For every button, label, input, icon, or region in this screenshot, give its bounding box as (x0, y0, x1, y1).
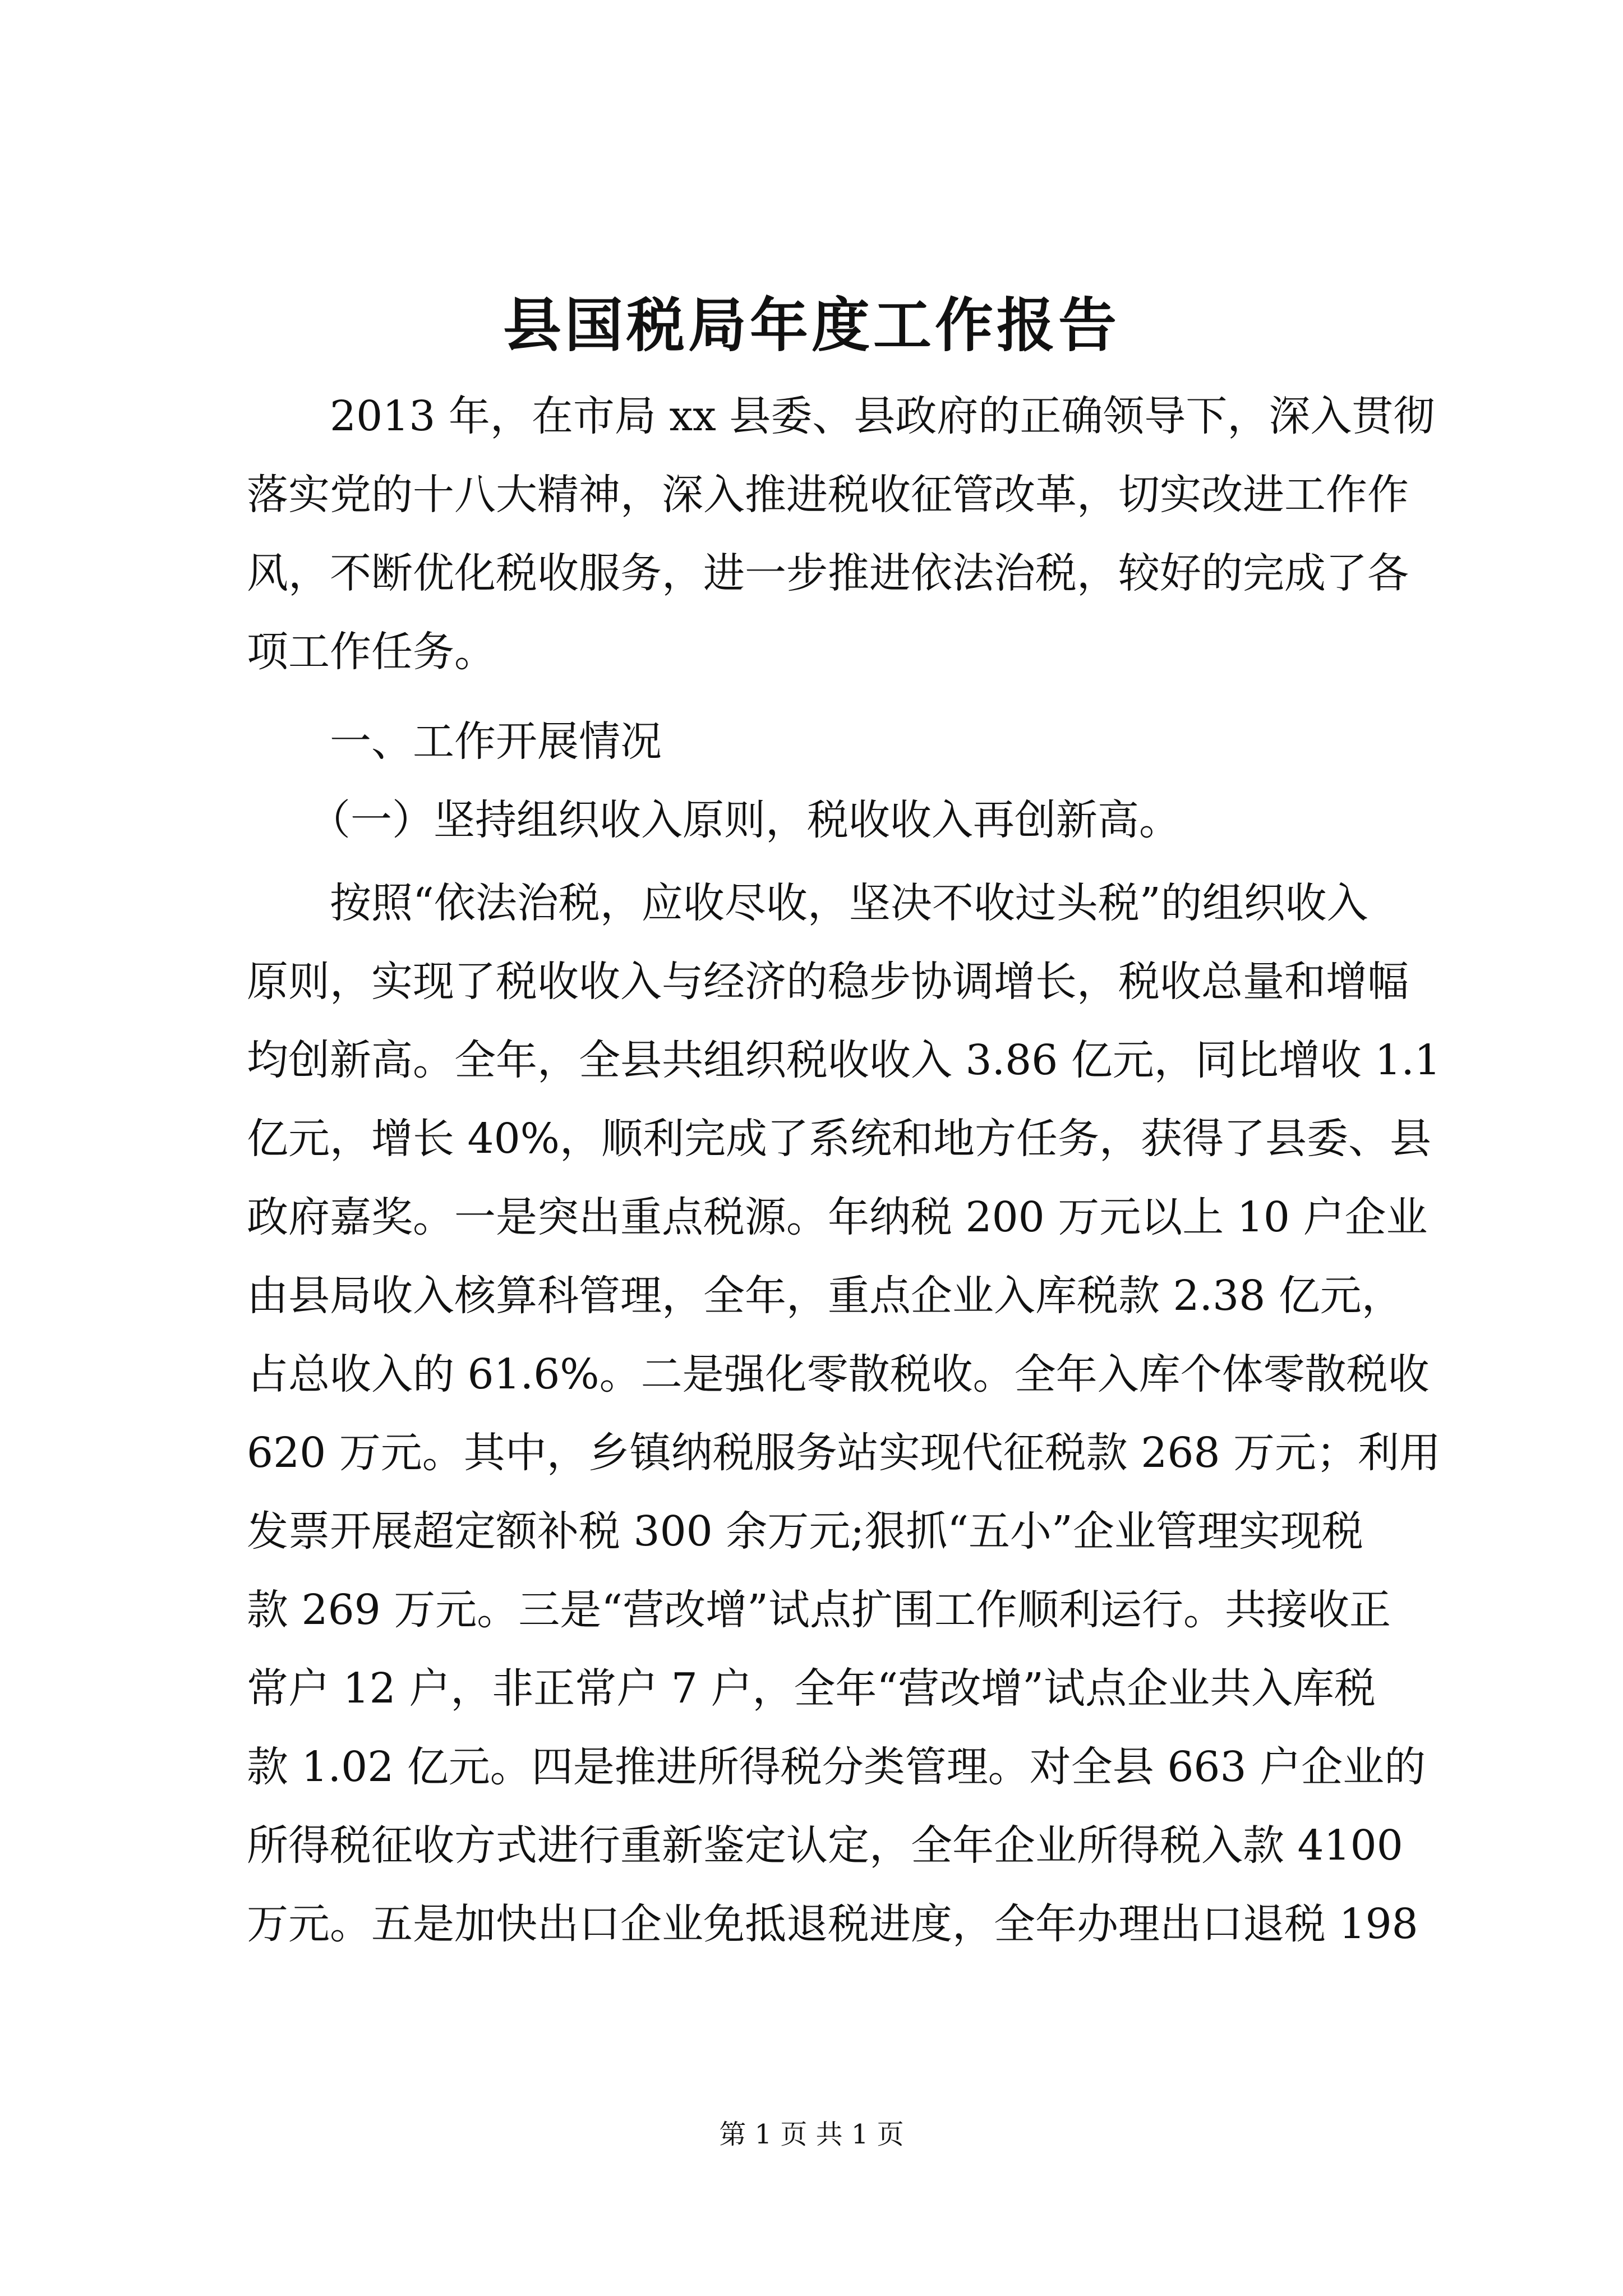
section-heading: 一、工作开展情况 (247, 717, 662, 766)
subsection-heading: （一）坚持组织收入原则，税收收入再创新高。 (247, 796, 1181, 844)
body-line-20: 万元。五是加快出口企业免抵退税进度，全年办理出口退税 198 (247, 1900, 1418, 1948)
body-line-14: 620 万元。其中，乡镇纳税服务站实现代征税款 268 万元；利用 (247, 1429, 1441, 1477)
body-line-3: 风，不断优化税收服务，进一步推进依法治税，较好的完成了各 (247, 549, 1409, 597)
page-footer: 第 1 页 共 1 页 (719, 2119, 904, 2150)
body-line-18: 款 1.02 亿元。四是推进所得税分类管理。对全县 663 户企业的 (247, 1743, 1426, 1791)
document-title: 县国税局年度工作报告 (502, 291, 1120, 360)
body-line-17: 常户 12 户，非正常户 7 户，全年“营改增”试点企业共入库税 (247, 1664, 1376, 1713)
body-line-4: 项工作任务。 (247, 628, 496, 676)
body-line-10: 亿元，增长 40%，顺利完成了系统和地方任务，获得了县委、县 (247, 1115, 1431, 1163)
body-line-1: 2013 年，在市局 xx 县委、县政府的正确领导下，深入贯彻 (247, 392, 1435, 440)
body-line-8: 原则，实现了税收收入与经济的稳步协调增长，税收总量和增幅 (247, 958, 1409, 1006)
body-line-12: 由县局收入核算科管理，全年，重点企业入库税款 2.38 亿元， (247, 1272, 1403, 1320)
body-line-19: 所得税征收方式进行重新鉴定认定，全年企业所得税入款 4100 (247, 1821, 1403, 1870)
body-line-15: 发票开展超定额补税 300 余万元;狠抓“五小”企业管理实现税 (247, 1507, 1363, 1556)
body-line-7: 按照“依法治税，应收尽收，坚决不收过头税”的组织收入 (247, 879, 1368, 927)
body-line-16: 款 269 万元。三是“营改增”试点扩围工作顺利运行。共接收正 (247, 1586, 1391, 1634)
body-line-9: 均创新高。全年，全县共组织税收收入 3.86 亿元，同比增收 1.1 (247, 1036, 1441, 1084)
body-line-11: 政府嘉奖。一是突出重点税源。年纳税 200 万元以上 10 户企业 (247, 1193, 1428, 1241)
body-line-2: 落实党的十八大精神，深入推进税收征管改革，切实改进工作作 (247, 471, 1409, 519)
body-line-13: 占总收入的 61.6%。二是强化零散税收。全年入库个体零散税收 (247, 1350, 1430, 1398)
